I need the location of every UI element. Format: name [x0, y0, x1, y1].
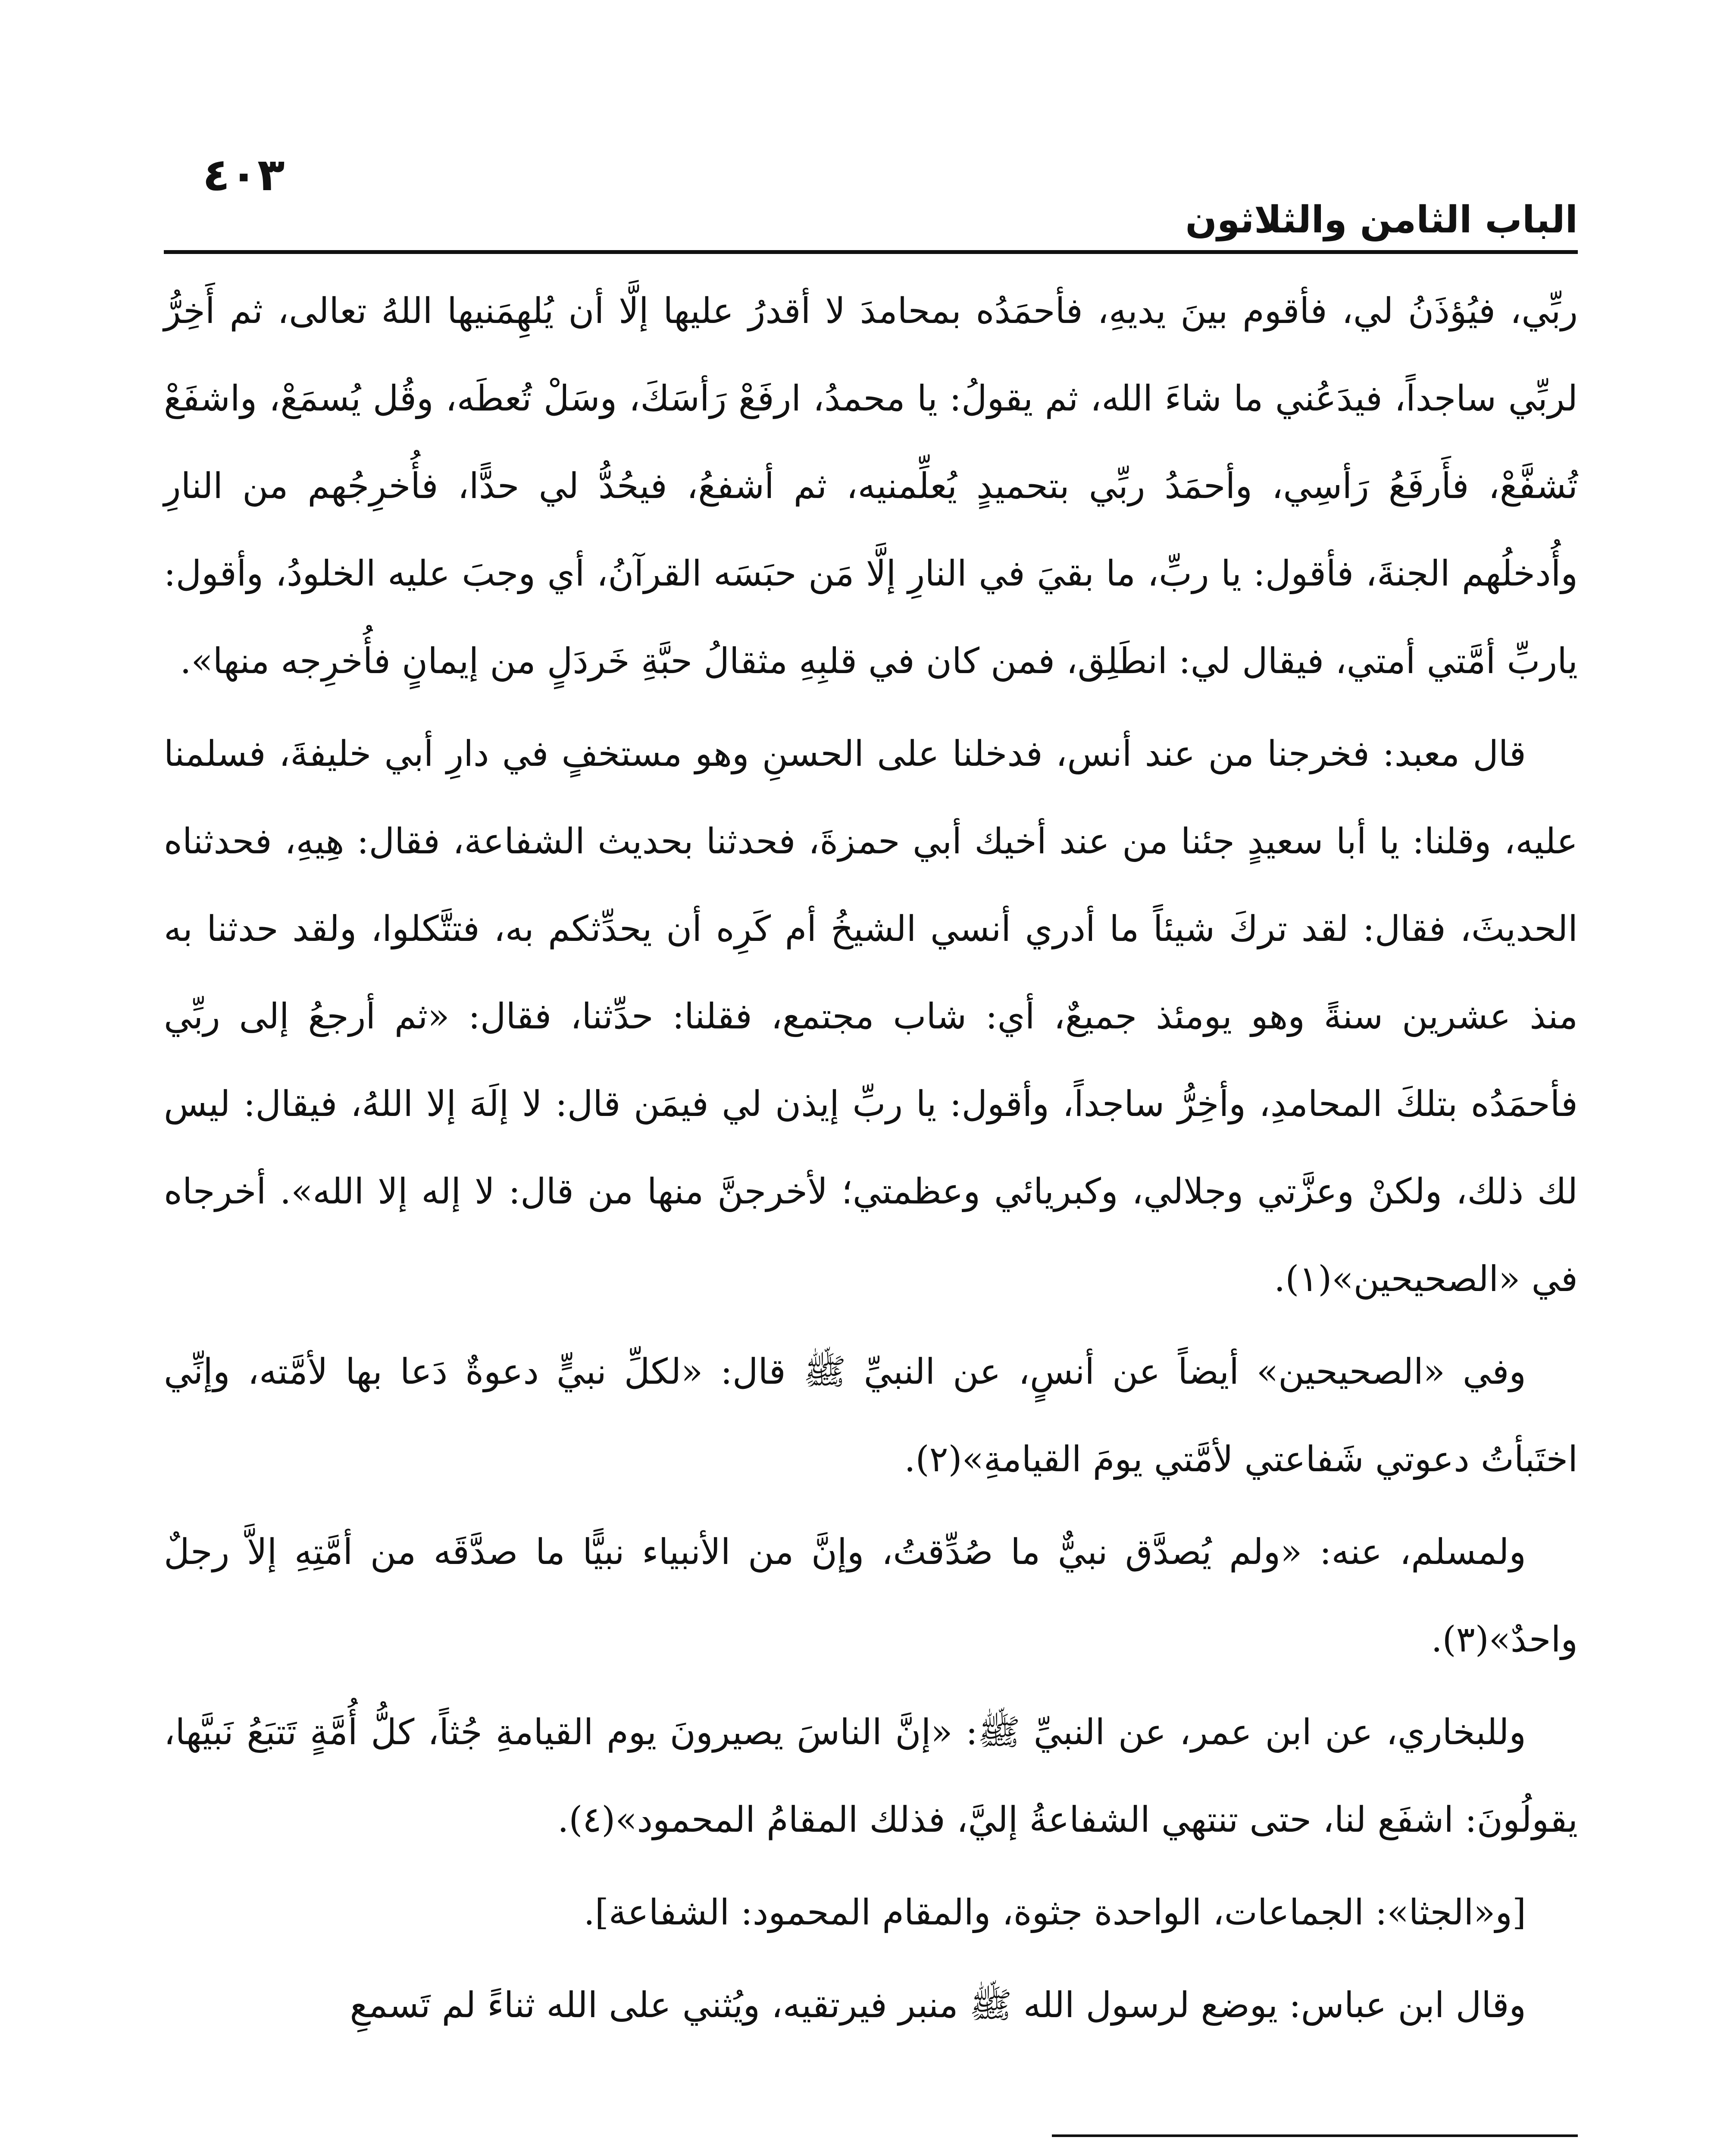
- paragraph: ولمسلم، عنه: «ولم يُصدَّق نبيٌّ ما صُدِّقتُ، وإنَّ من الأنبياء نبيًّا ما صدَّقَه من أمَّتِهِ إلاَّ رجلٌ واحدٌ»(٣).: [164, 1532, 1578, 1660]
- chapter-title: الباب الثامن والثلاثون: [1185, 198, 1578, 241]
- paragraph: ربِّي، فيُؤذَنُ لي، فأقوم بينَ يديهِ، فأحمَدُه بمحامدَ لا أقدرُ عليها إلَّا أن يُلهِمَنيها اللهُ تعالى، ثم أَخِرُّ لربِّي ساجداً، فيدَعُني ما شاءَ الله، ثم يقولُ: يا محمدُ، ارفَعْ رَأسَكَ، وسَلْ تُعطَه، وقُل يُسمَعْ، واشفَعْ تُشفَّعْ، فأَرفَعُ رَأسِي، وأحمَدُ ربِّي بتحميدٍ يُعلِّمنيه، ثم أشفعُ، فيحُدُّ لي حدًّا، فأُخرِجُهم من النارِ وأُدخلُهم الجنةَ، فأقول: يا ربِّ، ما بقيَ في النارِ إلَّا مَن حبَسَه القرآنُ، أي وجبَ عليه الخلودُ، وأقول: ياربِّ أمَّتي أمتي، فيقال لي: انطَلِق، فمن كان في قلبِهِ مثقالُ حبَّةِ خَردَلٍ من إيمانٍ فأُخرِجه منها».: [164, 291, 1578, 682]
- paragraph: قال معبد: فخرجنا من عند أنس، فدخلنا على الحسنِ وهو مستخفٍ في دارِ أبي خليفةَ، فسلمنا عليه، وقلنا: يا أبا سعيدٍ جئنا من عند أخيك أبي حمزةَ، فحدثنا بحديث الشفاعة، فقال: هِيهِ، فحدثناه الحديثَ، فقال: لقد تركَ شيئاً ما أدري أنسي الشيخُ أم كَرِه أن يحدِّثكم به، فتتَّكلوا، ولقد حدثنا به منذ عشرين سنةً وهو يومئذ جميعٌ، أي: شاب مجتمع، فقلنا: حدِّثنا، فقال: «ثم أرجعُ إلى ربِّي فأحمَدُه بتلكَ المحامدِ، وأخِرُّ ساجداً، وأقول: يا ربِّ إيذن لي فيمَن قال: لا إلَهَ إلا اللهُ، فيقال: ليس لك ذلك، ولكنْ وعزَّتي وجلالي، وكبريائي وعظمتي؛ لأخرجنَّ منها من قال: لا إله إلا الله». أخرجاه في «الصحيحين»(١).: [164, 733, 1578, 1300]
- paragraph: [و«الجثا»: الجماعات، الواحدة جثوة، والمقام المحمود: الشفاعة].: [583, 1892, 1526, 1933]
- page-number: ٤٠٣: [203, 148, 285, 201]
- main-text: [164, 267, 1578, 2054]
- paragraph: وللبخاري، عن ابن عمر، عن النبيِّ ﷺ: «إنَّ الناسَ يصيرونَ يوم القيامةِ جُثاً، كلُّ أُمَّةٍ تَتبَعُ نَبيَّها، يقولُونَ: اشفَع لنا، حتى تنتهي الشفاعةُ إليَّ، فذلك المقامُ المحمود»(٤).: [164, 1712, 1578, 1840]
- running-head: [164, 142, 1578, 250]
- header-rule: [164, 250, 1578, 254]
- footnote-separator: [1052, 2134, 1578, 2137]
- paragraph: وقال ابن عباس: يوضع لرسول الله ﷺ منبر فيرتقيه، ويُثني على الله ثناءً لم تَسمعِ: [350, 1985, 1526, 2026]
- paragraph: وفي «الصحيحين» أيضاً عن أنسٍ، عن النبيِّ ﷺ قال: «لكلِّ نبيٍّ دعوةٌ دَعا بها لأمَّته، وإنِّي اختَبأتُ دعوتي شَفاعتي لأمَّتي يومَ القيامةِ»(٢).: [164, 1351, 1578, 1480]
